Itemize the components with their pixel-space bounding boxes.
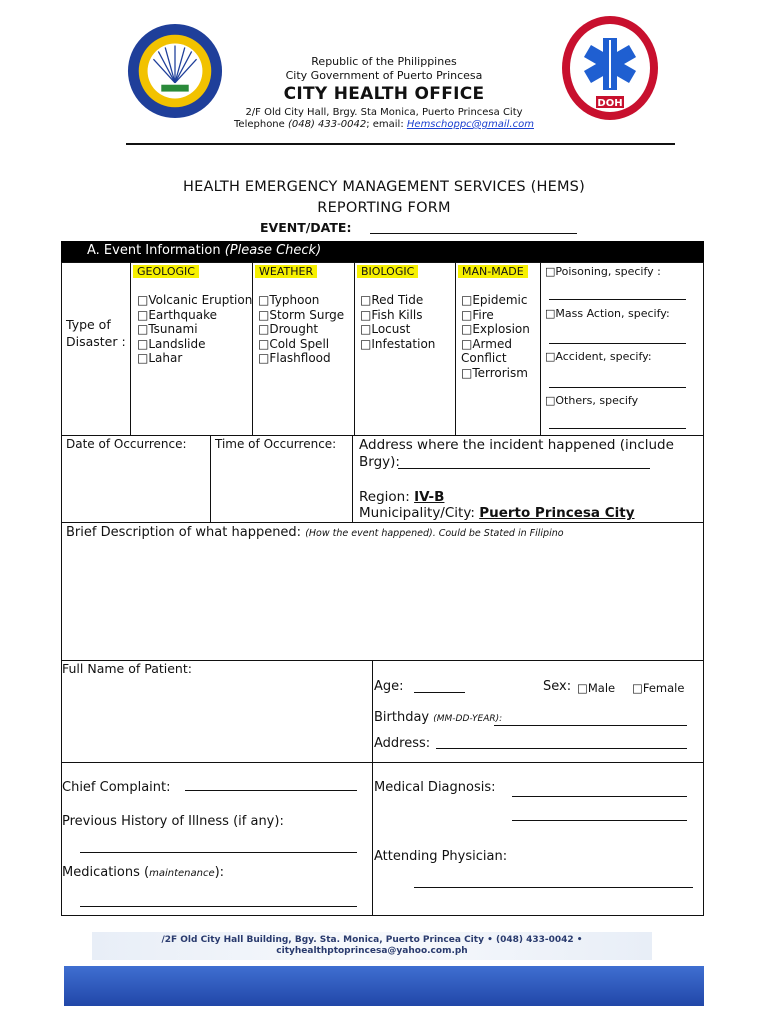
birthday-line [374, 711, 502, 727]
type-of-disaster-label: Type of Disaster : [66, 317, 126, 349]
checkbox-option[interactable]: □Locust [360, 322, 411, 336]
checkbox-option[interactable]: □Storm Surge [258, 307, 345, 322]
sex-label: Sex: [543, 679, 572, 694]
poisoning-specify-field[interactable] [549, 299, 686, 300]
city-government-line: City Government of Puerto Princesa [285, 69, 483, 82]
incident-address-label-2: Brgy): [359, 454, 400, 470]
attending-physician-field[interactable] [414, 887, 693, 888]
category-geologic: GEOLOGIC [133, 265, 199, 278]
section-a-title: A. Event Information [87, 243, 225, 258]
municipality-label: Municipality/City: [359, 505, 480, 521]
checkbox-option[interactable]: □Drought [258, 322, 319, 336]
checkbox-option[interactable]: □Earthquake [137, 307, 217, 322]
description-label: Brief Description of what happened: [66, 525, 306, 540]
office-address: 2/F Old City Hall, Brgy. Sta Monica, Puerto Princesa City [245, 107, 523, 118]
description-line [66, 525, 564, 542]
checkbox-option[interactable]: □Armed Conflict [461, 336, 512, 365]
history-label: Previous History of Illness (if any): [62, 814, 284, 829]
municipality-line [359, 505, 635, 521]
medications-line [62, 866, 224, 882]
category-biologic: BIOLOGIC [357, 265, 418, 278]
category-man-made: MAN-MADE [458, 265, 528, 278]
divider [354, 262, 355, 435]
section-a-header [61, 241, 704, 262]
medical-diagnosis-field-2[interactable] [512, 820, 687, 821]
sex-male-option[interactable]: □Male [577, 681, 616, 695]
medications-label: Medications ( [62, 865, 150, 880]
patient-address-field[interactable] [436, 748, 687, 749]
footer-line1: /2F Old City Hall Building, Bgy. Sta. Monica, Puerto Princea City • (048) 433-0042 • [161, 935, 583, 945]
checkbox-option[interactable]: □Tsunami [137, 322, 198, 336]
checkbox-option[interactable]: □Infestation [360, 336, 436, 351]
footer-contact-strip [92, 932, 652, 960]
chief-complaint-field[interactable] [185, 790, 357, 791]
checkbox-option[interactable]: □Fire [461, 307, 494, 322]
sex-female-option[interactable]: □Female [632, 681, 685, 695]
divider [455, 262, 456, 435]
geologic-options [137, 293, 252, 366]
incident-address-field[interactable] [398, 468, 650, 469]
birthday-note: (MM-DD-YEAR): [433, 714, 503, 724]
others-option[interactable]: □Others, specify [545, 394, 639, 407]
description-field[interactable] [66, 546, 698, 654]
form-title-line1: HEALTH EMERGENCY MANAGEMENT SERVICES (HEMS) [183, 179, 585, 195]
footer-line2: cityhealthptoprincesa@yahoo.com.ph [276, 946, 468, 956]
age-field[interactable] [414, 692, 465, 693]
checkbox-option[interactable]: □Explosion [461, 322, 530, 336]
birthday-label: Birthday [374, 710, 434, 725]
attending-physician-label: Attending Physician: [374, 849, 508, 864]
seal-right-label: DOH [597, 98, 623, 109]
checkbox-option[interactable]: □Terrorism [461, 365, 528, 380]
category-weather: WEATHER [255, 265, 317, 278]
mass-action-option[interactable]: □Mass Action, specify: [545, 307, 670, 320]
header-divider [126, 143, 675, 145]
divider [540, 262, 541, 435]
divider [210, 435, 211, 522]
republic-line: Republic of the Philippines [311, 55, 457, 68]
event-date-field[interactable] [370, 233, 577, 234]
divider [352, 435, 353, 522]
email-link[interactable]: Hemschoppc@gmail.com [406, 119, 534, 130]
checkbox-option[interactable]: □Landslide [137, 336, 206, 351]
history-field[interactable] [80, 852, 357, 853]
time-of-occurrence-label: Time of Occurrence: [215, 437, 337, 451]
chief-complaint-label: Chief Complaint: [62, 780, 171, 795]
divider [61, 435, 704, 436]
medical-diagnosis-field[interactable] [512, 796, 687, 797]
municipality-value: Puerto Princesa City [479, 505, 635, 521]
checkbox-option[interactable]: □Typhoon [258, 293, 320, 307]
accident-specify-field[interactable] [549, 387, 686, 388]
age-label: Age: [374, 679, 404, 694]
mass-action-specify-field[interactable] [549, 343, 686, 344]
event-date-label: EVENT/DATE: [260, 220, 352, 235]
medications-note: maintenance [149, 868, 215, 879]
footer-band [64, 966, 704, 1006]
checkbox-option[interactable]: □Red Tide [360, 293, 424, 307]
telephone-label: Telephone [234, 119, 288, 130]
form-title-line2: REPORTING FORM [317, 200, 451, 216]
checkbox-option[interactable]: □Fish Kills [360, 307, 423, 322]
checkbox-option[interactable]: □Lahar [137, 351, 183, 365]
patient-address-label: Address: [374, 736, 431, 751]
poisoning-option[interactable]: □Poisoning, specify : [545, 265, 661, 278]
checkbox-option[interactable]: □Flashflood [258, 351, 331, 365]
date-of-occurrence-label: Date of Occurrence: [66, 437, 187, 451]
checkbox-option[interactable]: □Cold Spell [258, 336, 330, 351]
others-specify-field[interactable] [549, 428, 686, 429]
region-label: Region: [359, 489, 415, 505]
man-made-options [461, 293, 537, 380]
checkbox-option[interactable]: □Volcanic Eruption [137, 293, 253, 307]
birthday-field[interactable] [494, 725, 687, 726]
contact-line [200, 119, 568, 130]
telephone-number: (048) 433-0042 [287, 119, 367, 130]
hems-star-of-life-icon [560, 14, 660, 122]
divider [130, 262, 131, 435]
patient-name-field[interactable] [66, 680, 366, 756]
office-title: CITY HEALTH OFFICE [283, 84, 485, 104]
medications-end: ): [214, 865, 225, 880]
patient-name-label: Full Name of Patient: [62, 661, 192, 676]
divider [61, 762, 704, 763]
medications-field[interactable] [80, 906, 357, 907]
incident-address-label-1: Address where the incident happened (include [359, 437, 674, 453]
divider [372, 660, 373, 916]
divider [61, 522, 704, 523]
checkbox-option[interactable]: □Epidemic [461, 293, 528, 307]
medical-diagnosis-label: Medical Diagnosis: [374, 780, 496, 795]
email-label: ; email: [366, 119, 407, 130]
region-value: IV-B [414, 489, 445, 505]
accident-option[interactable]: □Accident, specify: [545, 350, 652, 363]
weather-options [258, 293, 344, 366]
section-a-note: (Please Check) [224, 243, 322, 258]
biologic-options [360, 293, 435, 351]
description-note: (How the event happened). Could be Stated in Filipino [305, 528, 564, 539]
region-line [359, 489, 444, 505]
